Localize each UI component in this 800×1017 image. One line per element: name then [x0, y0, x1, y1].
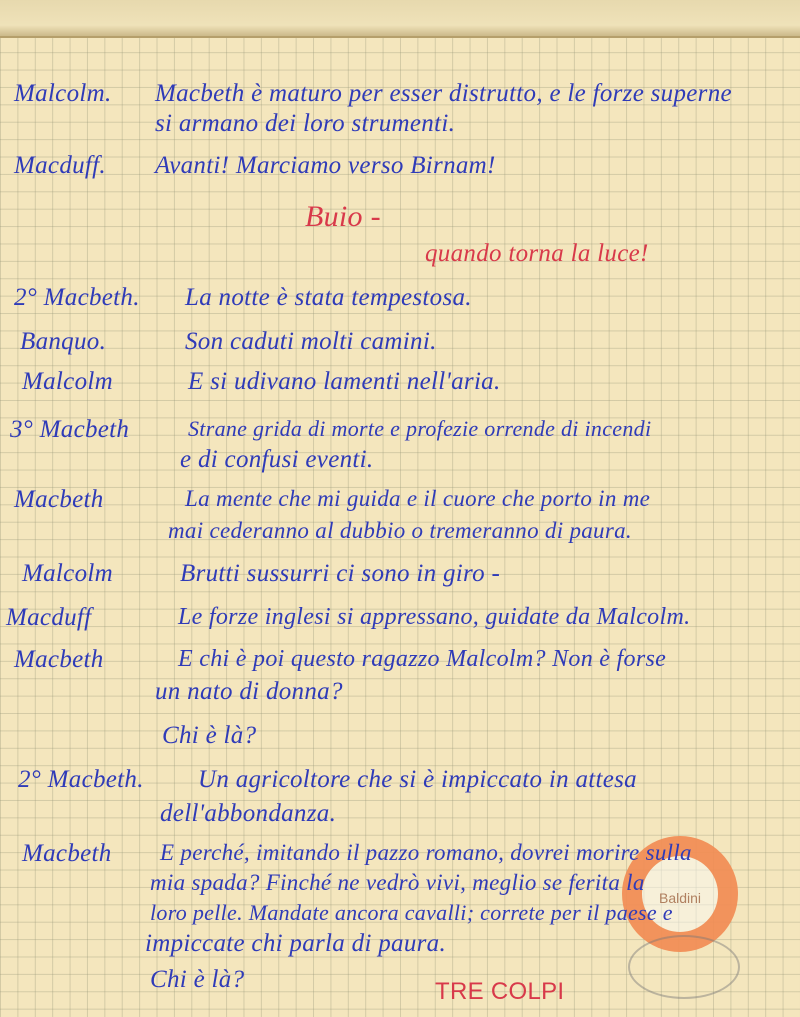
- dialogue-line: un nato di donna?: [155, 678, 343, 705]
- dialogue-line: Macbeth è maturo per esser distrutto, e le forze superne: [155, 80, 732, 107]
- speaker: Macbeth: [22, 840, 112, 867]
- dialogue-line: La mente che mi guida e il cuore che porto in me: [185, 486, 651, 511]
- speaker: Macbeth: [14, 486, 104, 513]
- dialogue-line: Chi è là?: [150, 966, 245, 993]
- dialogue-line: Un agricoltore che si è impiccato in attesa: [198, 766, 637, 793]
- dialogue-line: E si udivano lamenti nell'aria.: [188, 368, 501, 395]
- stage-direction: TRE COLPI: [435, 978, 565, 1005]
- dialogue-line: E perché, imitando il pazzo romano, dovrei morire sulla: [160, 840, 692, 865]
- dialogue-line: Le forze inglesi si appressano, guidate da Malcolm.: [178, 604, 691, 630]
- dialogue-line: loro pelle. Mandate ancora cavalli; correte per il paese e: [150, 900, 673, 925]
- speaker: 3° Macbeth: [10, 416, 130, 443]
- speaker: Macduff.: [14, 152, 106, 179]
- dialogue-line: dell'abbondanza.: [160, 800, 337, 827]
- speaker: Malcolm: [22, 368, 113, 395]
- dialogue-line: La notte è stata tempestosa.: [185, 284, 472, 311]
- speaker: Malcolm: [22, 560, 113, 587]
- speaker: 2° Macbeth.: [18, 766, 144, 793]
- dialogue-line: Chi è là?: [162, 722, 257, 749]
- dialogue-line: mai cederanno al dubbio o tremeranno di paura.: [168, 518, 632, 543]
- dialogue-line: e di confusi eventi.: [180, 446, 374, 473]
- speaker: 2° Macbeth.: [14, 284, 140, 311]
- speaker: Malcolm.: [14, 80, 112, 107]
- dialogue-line: Son caduti molti camini.: [185, 328, 437, 355]
- notebook-binding: [0, 0, 800, 38]
- speaker: Macbeth: [14, 646, 104, 673]
- dialogue-line: mia spada? Finché ne vedrò vivi, meglio se ferita la: [150, 870, 645, 895]
- dialogue-line: Brutti sussurri ci sono in giro -: [180, 560, 501, 587]
- stage-direction: Buio -: [305, 200, 381, 233]
- stamp-label: Baldini: [658, 890, 702, 906]
- dialogue-line: impiccate chi parla di paura.: [145, 930, 447, 957]
- dialogue-line: Strane grida di morte e profezie orrende di incendi: [188, 416, 652, 441]
- archive-stamp: [628, 935, 740, 999]
- speaker: Banquo.: [20, 328, 107, 355]
- stage-direction: quando torna la luce!: [425, 240, 649, 267]
- dialogue-line: si armano dei loro strumenti.: [155, 110, 456, 137]
- dialogue-line: E chi è poi questo ragazzo Malcolm? Non è forse: [178, 646, 667, 672]
- speaker: Macduff: [6, 604, 92, 631]
- dialogue-line: Avanti! Marciamo verso Birnam!: [155, 152, 496, 179]
